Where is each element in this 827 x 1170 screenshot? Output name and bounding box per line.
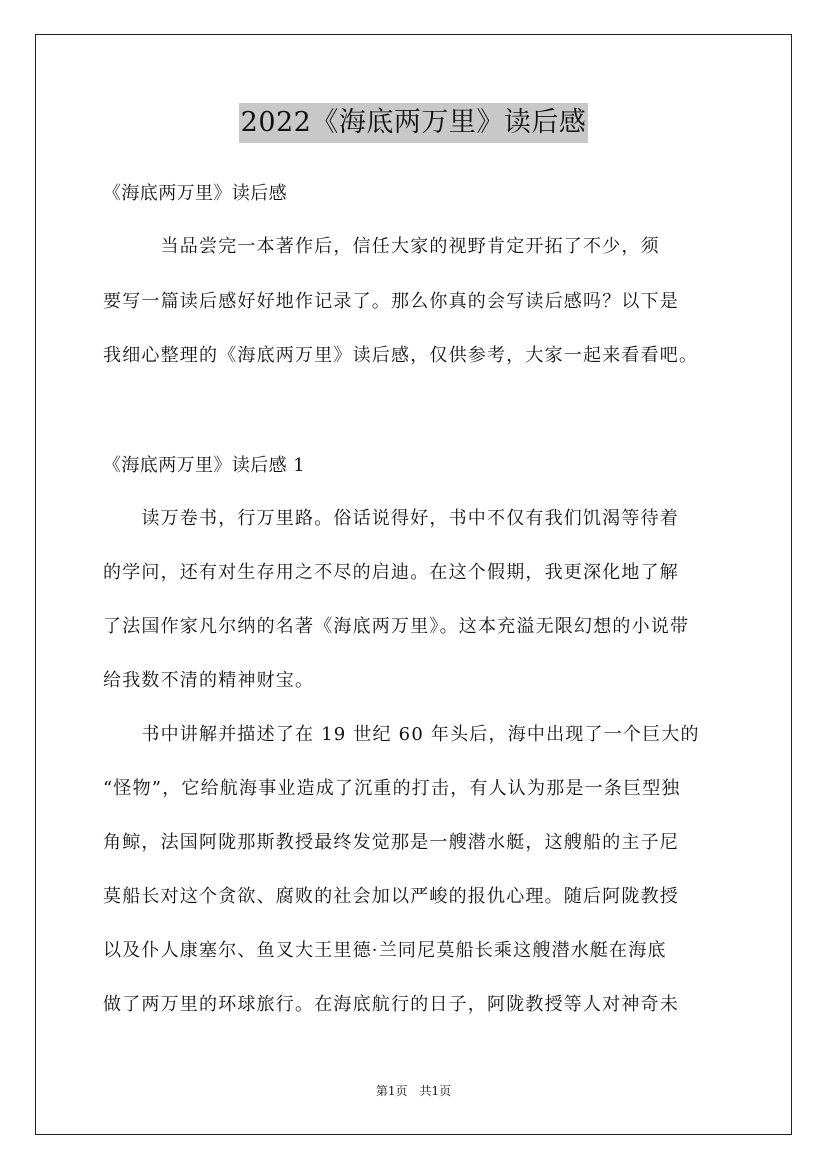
paragraph-line: 的学问，还有对生存用之不尽的启迪。在这个假期，我更深化地了解 — [103, 562, 679, 583]
paragraph-line: 书中讲解并描述了在 19 世纪 60 年头后，海中出现了一个巨大的 — [103, 724, 700, 745]
paragraph-line: 做了两万里的环球旅行。在海底航行的日子，阿陇教授等人对神奇未 — [103, 994, 679, 1015]
paragraph-line: 莫船长对这个贪欲、腐败的社会加以严峻的报仇心理。随后阿陇教授 — [103, 886, 679, 907]
paragraph-line: 了法国作家凡尔纳的名著《海底两万里》。这本充溢无限幻想的小说带 — [103, 616, 690, 637]
title-container — [0, 103, 827, 143]
subheading: 《海底两万里》读后感 — [103, 183, 287, 204]
paragraph-line: 给我数不清的精神财宝。 — [103, 670, 315, 691]
document-title: 2022《海底两万里》读后感 — [239, 103, 589, 143]
paragraph-line: 读万卷书，行万里路。俗话说得好，书中不仅有我们饥渴等待着 — [103, 508, 679, 529]
paragraph-line: 以及仆人康塞尔、鱼叉大王里德·兰同尼莫船长乘这艘潜水艇在海底 — [103, 940, 667, 961]
paragraph-line: “怪物”，它给航海事业造成了沉重的打击，有人认为那是一条巨型独 — [103, 778, 681, 799]
intro-line: 要写一篇读后感好好地作记录了。那么你真的会写读后感吗？以下是 — [103, 291, 679, 312]
page-footer — [0, 1083, 827, 1099]
intro-line: 我细心整理的《海底两万里》读后感，仅供参考，大家一起来看看吧。 — [103, 345, 699, 366]
intro-line: 当品尝完一本著作后，信任大家的视野肯定开拓了不少，须 — [103, 236, 660, 257]
paragraph-line: 角鲸，法国阿陇那斯教授最终发觉那是一艘潜水艇，这艘船的主子尼 — [103, 832, 679, 853]
section-heading: 《海底两万里》读后感 1 — [103, 455, 305, 476]
page-number: 第1页 共1页 — [375, 1084, 452, 1098]
